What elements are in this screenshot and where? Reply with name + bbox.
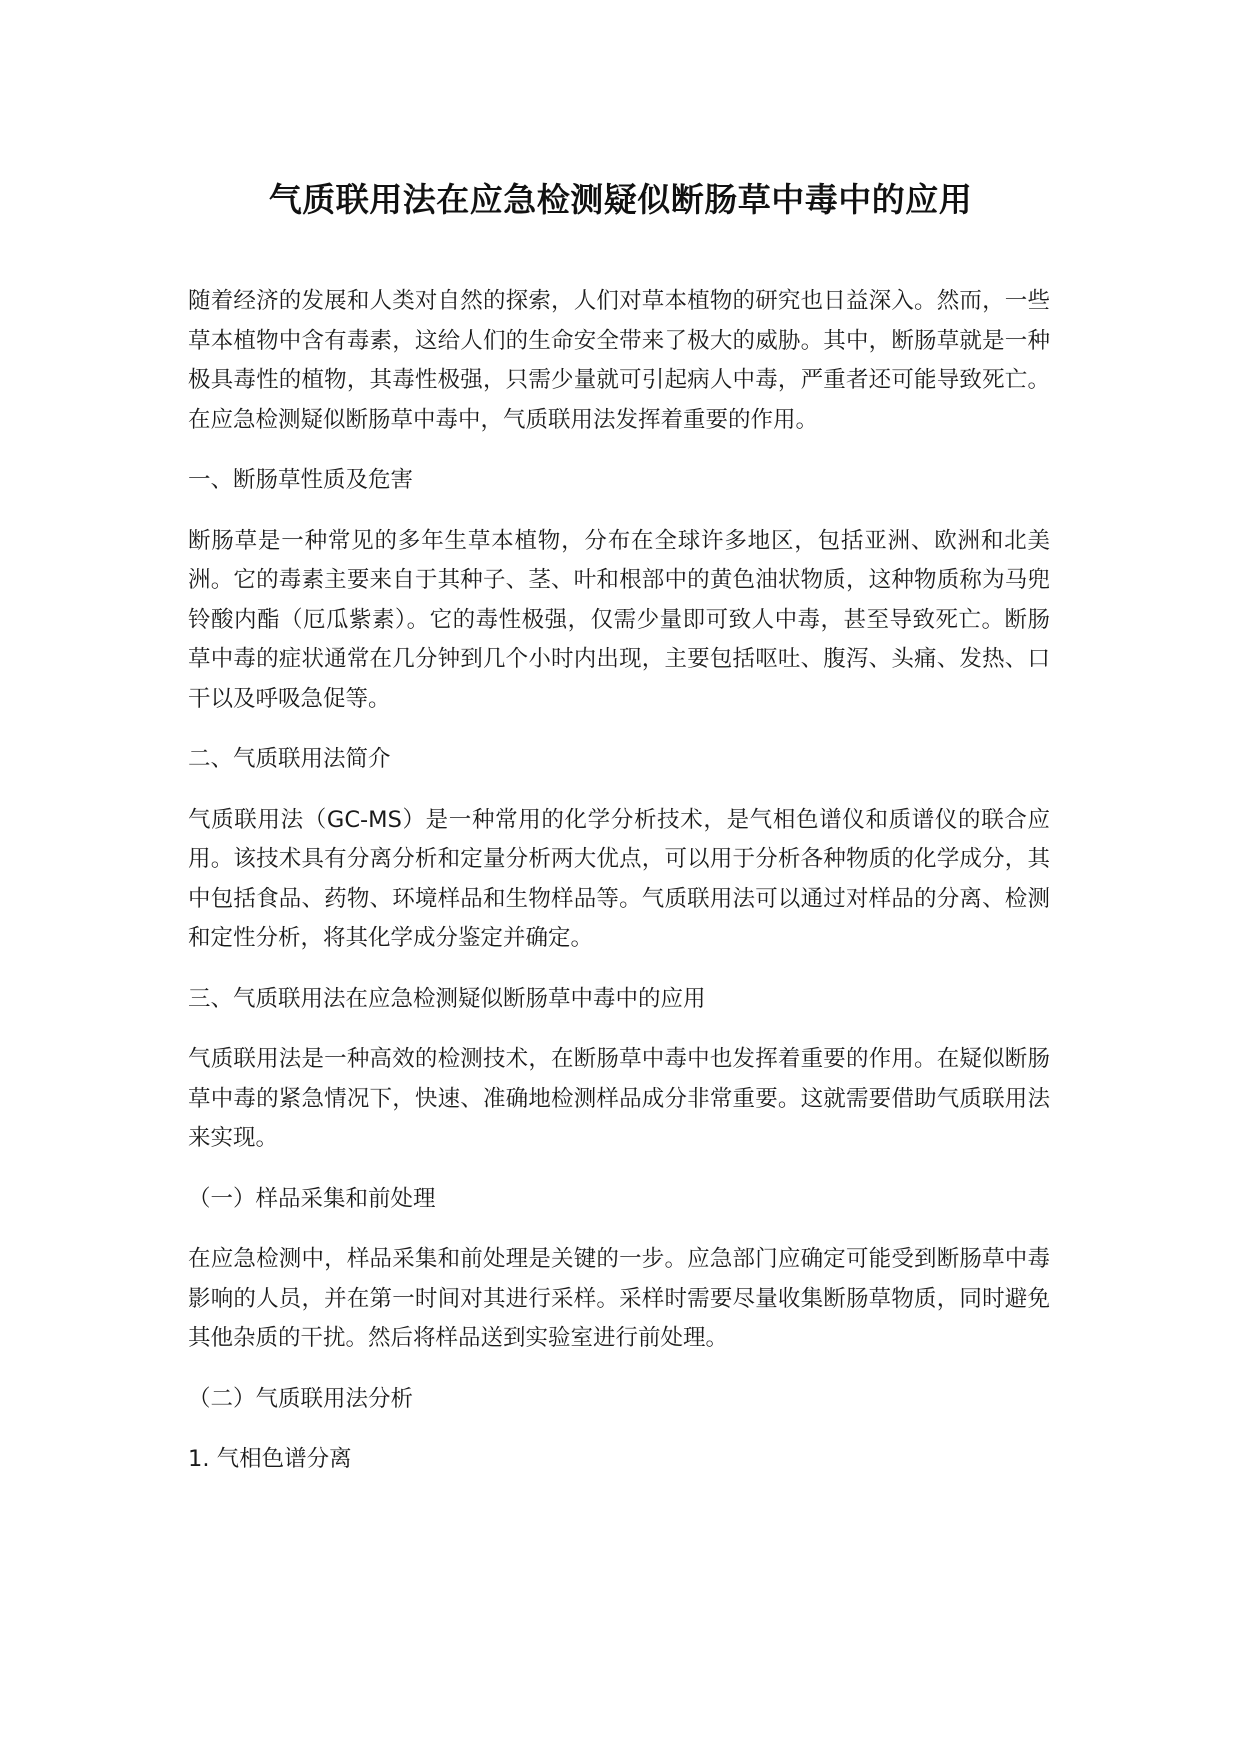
document-title: 气质联用法在应急检测疑似断肠草中毒中的应用 — [268, 180, 973, 219]
section-1-paragraph: 断肠草是一种常见的多年生草本植物，分布在全球许多地区，包括亚洲、欧洲和北美洲。它的毒素主要来自于其种子、茎、叶和根部中的黄色油状物质，这种物质称为马兜铃酸内酯（厄瓜紫素）。它的毒性极强，仅需少量即可致人中毒，甚至导致死亡。断肠草中毒的症状通常在几分钟到几个小时内出现，主要包括呕吐、腹泻、头痛、发热、口干以及呼吸急促等。 — [188, 527, 1050, 712]
section-heading-1: 一、断肠草性质及危害 — [188, 467, 414, 493]
subsection-heading-1: （一）样品采集和前处理 — [188, 1185, 436, 1212]
section-heading-3: 三、气质联用法在应急检测疑似断肠草中毒中的应用 — [188, 985, 706, 1012]
subsection-heading-2: （二）气质联用法分析 — [188, 1385, 414, 1412]
intro-paragraph: 随着经济的发展和人类对自然的探索，人们对草本植物的研究也日益深入。然而，一些草本植物中含有毒素，这给人们的生命安全带来了极大的威胁。其中，断肠草就是一种极具毒性的植物，其毒性极强，只需少量就可引起病人中毒，严重者还可能导致死亡。在应急检测疑似断肠草中毒中，气质联用法发挥着重要的作用。 — [188, 288, 1050, 433]
numbered-heading-1: 1. 气相色谱分离 — [188, 1446, 352, 1472]
section-3-paragraph: 气质联用法是一种高效的检测技术，在断肠草中毒中也发挥着重要的作用。在疑似断肠草中毒的紧急情况下，快速、准确地检测样品成分非常重要。这就需要借助气质联用法来实现。 — [188, 1046, 1050, 1151]
document-body — [188, 282, 1050, 1501]
subsection-1-paragraph: 在应急检测中，样品采集和前处理是关键的一步。应急部门应确定可能受到断肠草中毒影响的人员，并在第一时间对其进行采样。采样时需要尽量收集断肠草物质，同时避免其他杂质的干扰。然后将样品送到实验室进行前处理。 — [188, 1246, 1050, 1351]
section-2-paragraph: 气质联用法（GC-MS）是一种常用的化学分析技术，是气相色谱仪和质谱仪的联合应用。该技术具有分离分析和定量分析两大优点，可以用于分析各种物质的化学成分，其中包括食品、药物、环境样品和生物样品等。气质联用法可以通过对样品的分离、检测和定性分析，将其化学成分鉴定并确定。 — [188, 806, 1050, 951]
section-heading-2: 二、气质联用法简介 — [188, 746, 391, 772]
